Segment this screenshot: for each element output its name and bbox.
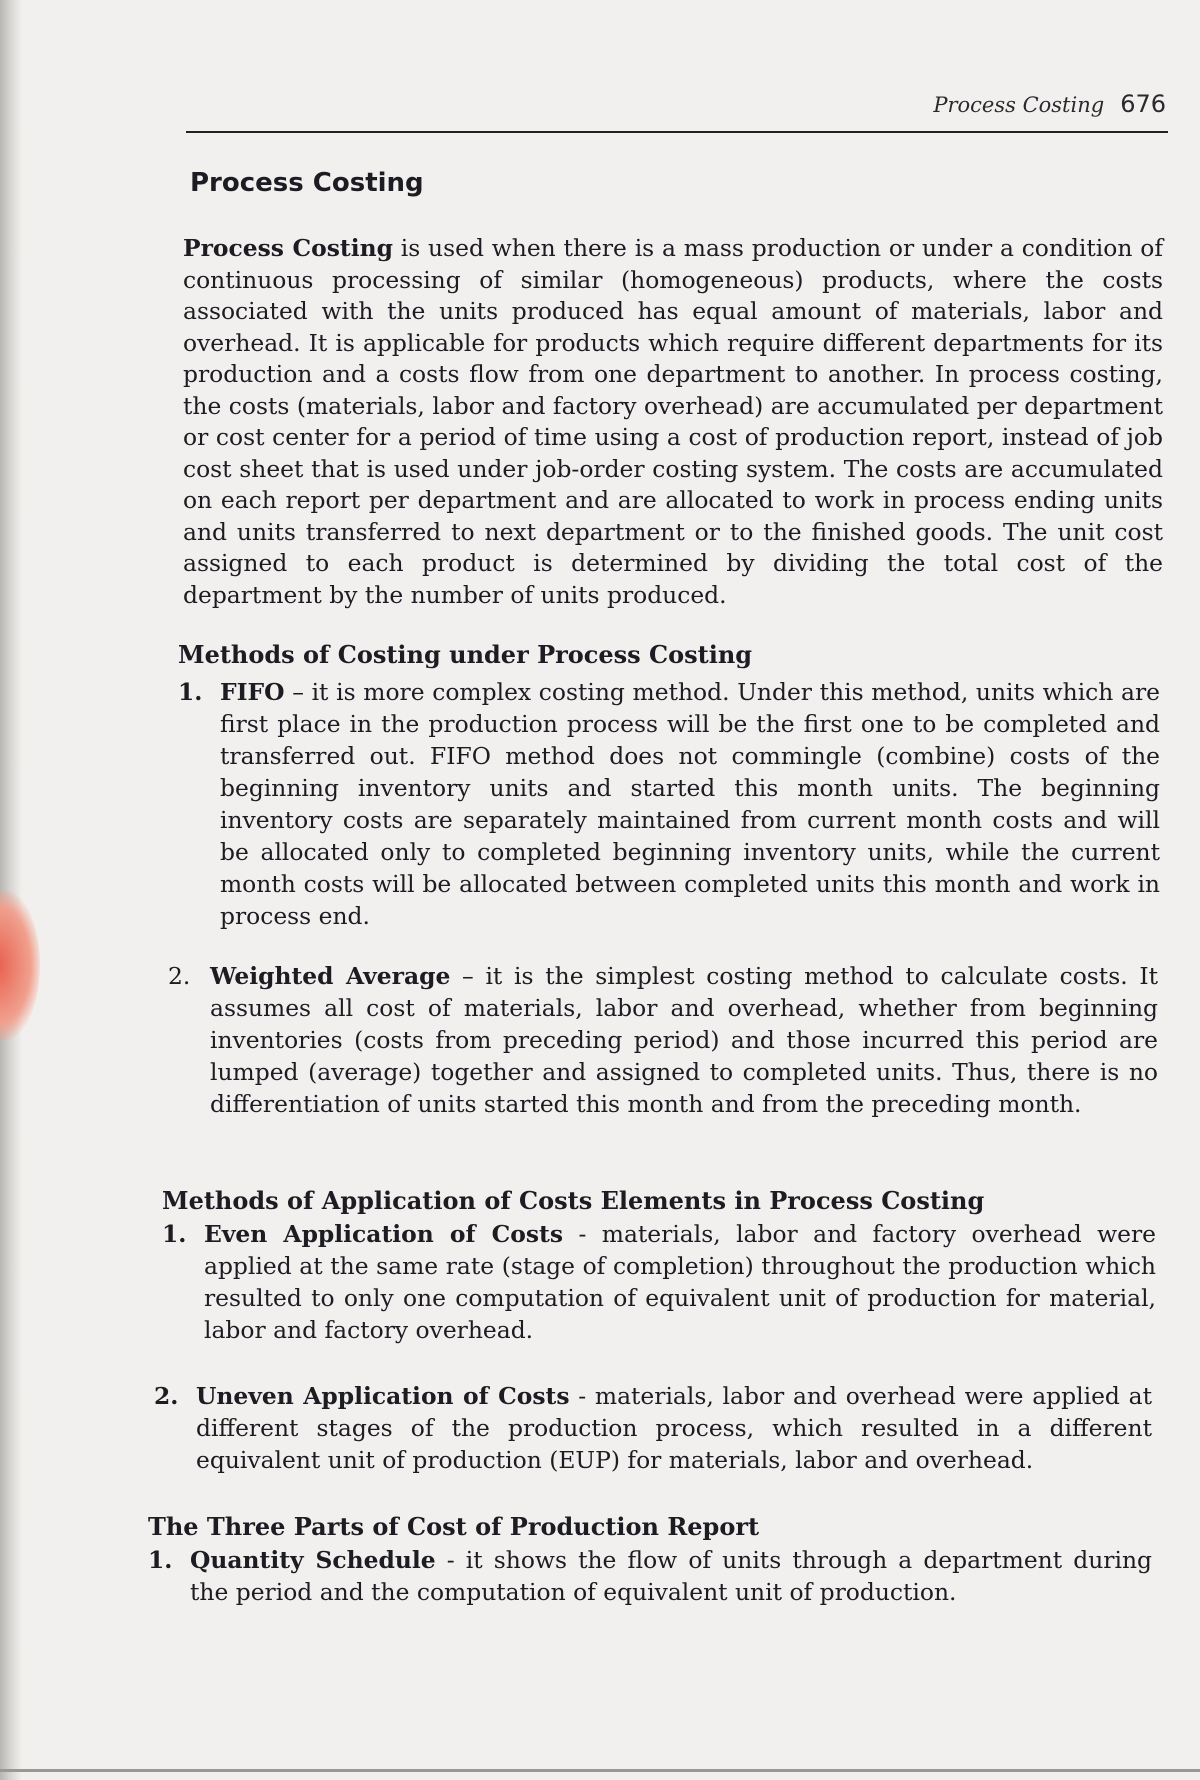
list-item-fifo	[178, 676, 1160, 932]
list-item-text	[196, 1380, 1152, 1476]
heading-methods-of-costing: Methods of Costing under Process Costing	[178, 640, 753, 669]
list-number: 1.	[178, 678, 203, 706]
list-description: - it shows the flow of units through a department during the period and the computation of equivalent unit of production.	[190, 1546, 1153, 1606]
list-number: 1.	[162, 1220, 187, 1248]
list-number: 2.	[154, 1382, 179, 1410]
list-item-uneven-application	[154, 1380, 1152, 1476]
list-item-quantity-schedule	[148, 1544, 1152, 1608]
heading-report-parts: The Three Parts of Cost of Production Report	[148, 1512, 760, 1541]
list-number: 1.	[148, 1546, 173, 1574]
intro-text: is used when there is a mass production or under a condition of continuous processing of similar (homogeneous) products, where the costs associated with the units produced has equal amount of materials, labor and overhead. It is applicable for products which require different departments for its production and a costs flow from one department to another. In process costing, the costs (materials, labor and factory overhead) are accumulated per department or cost center for a period of time using a cost of production report, instead of job cost sheet that is used under job-order costing system. The costs are accumulated on each report per department and are allocated to work in process ending units and units transferred to next department or to the finished goods. The unit cost assigned to each product is determined by dividing the total cost of the department by the number of units produced.	[183, 234, 1163, 609]
header-rule	[186, 131, 1168, 133]
list-description: – it is the simplest costing method to calculate costs. It assumes all cost of materials, labor and overhead, whether from beginning inventories (costs from preceding period) and those incurred this period are lumped (average) together and assigned to completed units. Thus, there is no differentiation of units started this month and from the preceding month.	[210, 962, 1158, 1118]
list-item-text	[210, 960, 1158, 1120]
list-item-text	[204, 1218, 1156, 1346]
list-term: Quantity Schedule	[190, 1546, 436, 1574]
list-item-even-application	[162, 1218, 1156, 1346]
page-title: Process Costing	[190, 168, 424, 198]
list-description: - materials, labor and factory overhead were applied at the same rate (stage of completion) throughout the production which resulted to only one computation of equivalent unit of production for material, labor and factory overhead.	[204, 1220, 1156, 1344]
thumb-shadow	[0, 890, 40, 1040]
list-description: – it is more complex costing method. Under this method, units which are first place in the production process will be the first one to be completed and transferred out. FIFO method does not commingle (combine) costs of the beginning inventory units and started this month units. The beginning inventory costs are separately maintained from current month costs and will be allocated only to completed beginning inventory units, while the current month costs will be allocated between completed units this month and work in process end.	[220, 678, 1160, 930]
intro-term: Process Costing	[183, 234, 393, 262]
page-bottom-edge	[0, 1769, 1200, 1772]
list-term: Uneven Application of Costs	[196, 1382, 570, 1410]
list-term: FIFO	[220, 678, 285, 706]
intro-paragraph	[183, 233, 1163, 611]
list-number: 2.	[168, 962, 191, 990]
list-item-text	[190, 1544, 1152, 1608]
running-head	[933, 90, 1166, 118]
list-item-weighted-average	[168, 960, 1158, 1120]
list-description: - materials, labor and overhead were applied at different stages of the production process, which resulted in a different equivalent unit of production (EUP) for materials, labor and overhead.	[196, 1382, 1152, 1474]
running-title: Process Costing	[933, 93, 1105, 117]
page-number: 676	[1120, 90, 1166, 118]
heading-methods-of-application: Methods of Application of Costs Elements in Process Costing	[162, 1186, 985, 1215]
list-item-text	[220, 676, 1160, 932]
list-term: Even Application of Costs	[204, 1220, 564, 1248]
list-term: Weighted Average	[210, 962, 451, 990]
